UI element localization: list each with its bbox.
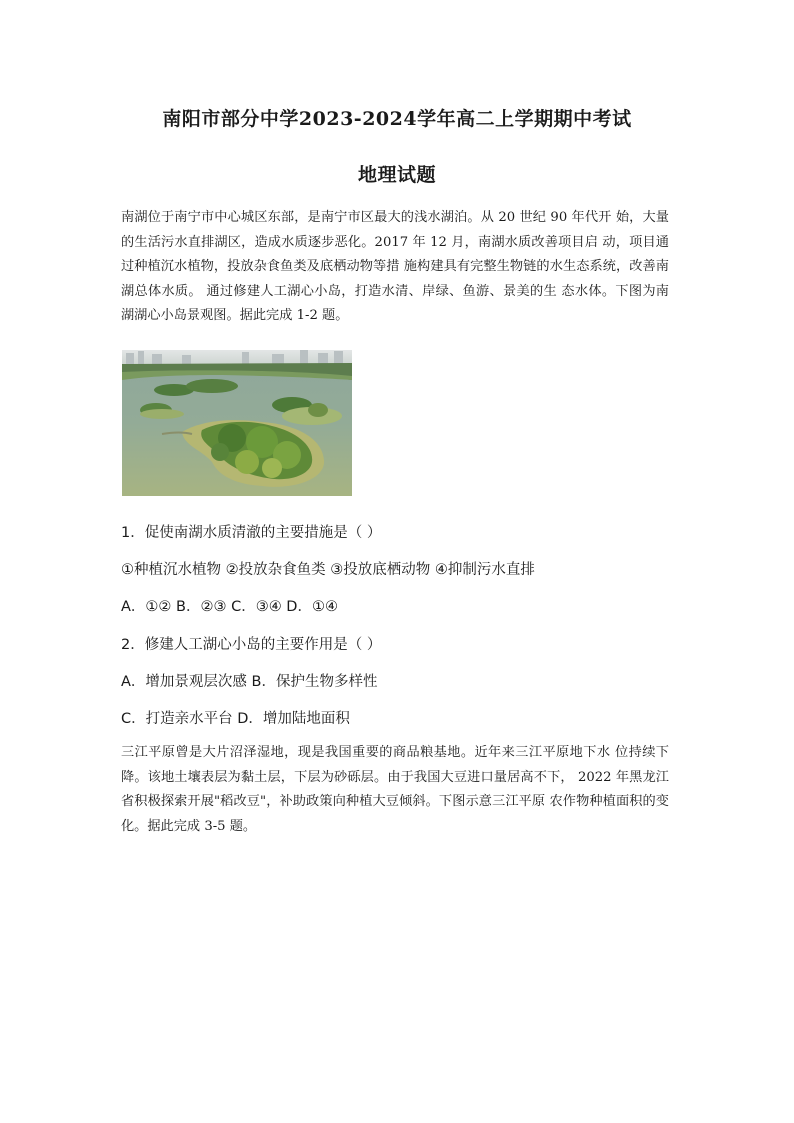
question-2-options-cd: C．打造亲水平台 D．增加陆地面积 xyxy=(121,711,350,727)
exam-subtitle: 地理试题 xyxy=(357,164,436,186)
passage-nanhu: 南湖位于南宁市中心城区东部，是南宁市区最大的浅水湖泊。从 20 世纪 90 年代开 始，大量的生活污水直排湖区，造成水质逐步恶化。2017 年 12 月，南湖水质改善项目启 动，项目通过种植沉水植物，投放杂食鱼类及底栖动物等措 施构建具有完整生物链的水生态系统，改善南湖总体水质。 通过修建人工湖心小岛，打造水清、岸绿、鱼游、景美的生 态水体。下图为南湖湖心小岛景观图。据此完成 1-2 题。 xyxy=(121,210,669,323)
question-1-options: A．①② B．②③ C．③④ D．①④ xyxy=(121,599,338,615)
question-1-stem: 1．促使南湖水质清澈的主要措施是（ ） xyxy=(121,525,382,541)
question-2-options-ab: A．增加景观层次感 B．保护生物多样性 xyxy=(121,674,378,690)
passage-sanjiang: 三江平原曾是大片沼泽湿地，现是我国重要的商品粮基地。近年来三江平原地下水 位持续下降。该地土壤表层为黏土层，下层为砂砾层。由于我国大豆进口量居高不下， 2022 年黑龙江省积极探索开展"稻改豆"，补助政策向种植大豆倾斜。下图示意三江平原 农作物种植面积的变化。据此完成 3-5 题。 xyxy=(121,745,669,834)
question-2-stem: 2．修建人工湖心小岛的主要作用是（ ） xyxy=(121,637,382,653)
question-1-items: ①种植沉水植物 ②投放杂食鱼类 ③投放底栖动物 ④抑制污水直排 xyxy=(121,562,535,578)
exam-title: 南阳市部分中学2023-2024学年高二上学期期中考试 xyxy=(162,108,632,130)
nanhu-island-photo xyxy=(122,350,352,496)
